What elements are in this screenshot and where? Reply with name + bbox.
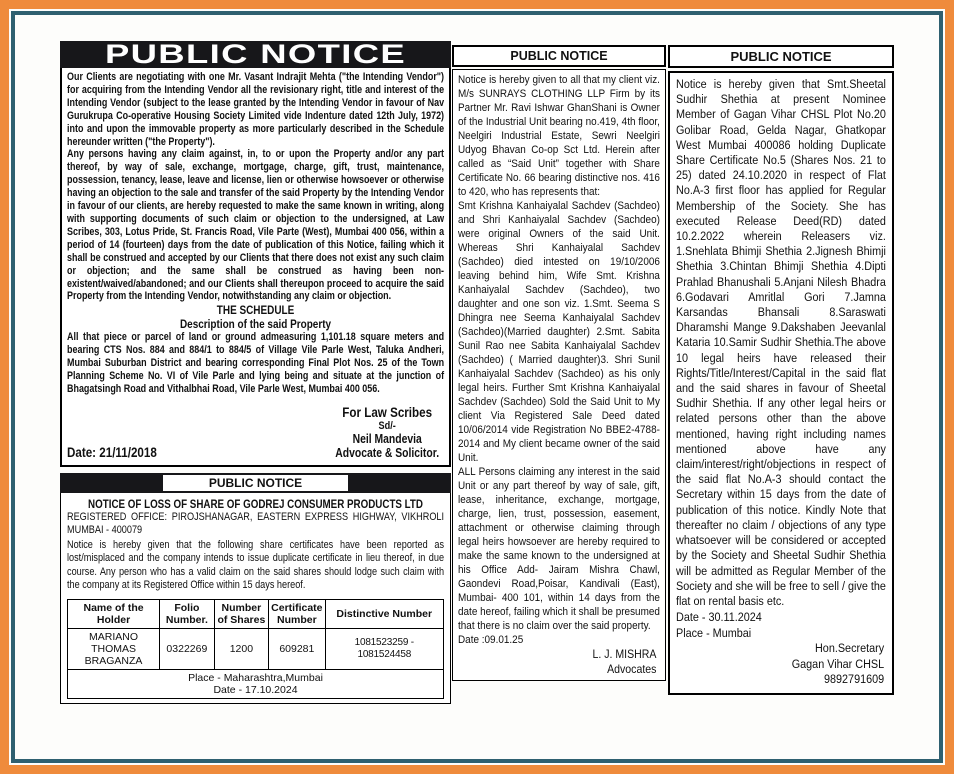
page-content-frame <box>11 11 943 763</box>
signature-block <box>335 404 439 460</box>
place-date-cell <box>68 669 444 698</box>
table-header-row <box>68 599 444 628</box>
notice-paragraph: Notice is hereby given that the following share certificates have been reported as lost/misplaced and the company intends to issue duplicate certificate in lieu thereof, in due course. Any person who has a valid claim on the said shares should lodge such claim with the company at its Registered Office within 15 days hereof. <box>67 538 445 592</box>
notice-place: Place - Mumbai <box>676 626 752 641</box>
notice-title: PUBLIC NOTICE <box>163 475 348 491</box>
signature-block <box>676 641 886 688</box>
cell-distinctive: 1081523259 - 1081524458 <box>325 628 443 669</box>
notice-sunrays <box>452 45 666 681</box>
signatory-title: Hon.Secretary <box>814 641 885 656</box>
cell-folio: 0322269 <box>160 628 215 669</box>
notice-title-box <box>452 45 666 67</box>
notice-body-box <box>452 69 666 681</box>
signature-block <box>458 647 660 676</box>
notice-paragraph: Notice is hereby given that Smt.Sheetal Sudhir Shethia at present Nominee Member of Gagan Vihar CHSL Plot No.20 Golibar Road, Gelda Nagar, Ghatkopar West Mumbai 400086 holding Duplicate Share Certificate No.5 (Shares Nos. 21 to 25) dated 24.10.2020 in respect of Flat No.A-3 first floor has applied for Regular Membership of the Society. She has executed Release Deed(RD) dated 10.2.2022 wherein Releasers viz. 1.Snehlata Bhimji Shethia 2.Jignesh Bhimji Shethia 3.Chintan Bhimji Shethia 4.Dipti Prahlad Bhanushali 5.Anjani Nilesh Bhadra 6.Godavari Amritlal Gori 7.Jamna Karsandas Bhansali 8.Saraswati Dharamshi Mange 9.Dakshaben Jeevanlal Kataria 10.Samir Sudhir Shethia.The above 10 legal heirs have released their Rights/Title/Interest/Capital in the said flat and the said shares in favour of Sheetal Sudhir Shethia. If any other legal heirs or related persons other than the above mentioned, having right including names mentioned above have any claim/interest/right/objections in respect of the said flat No.A-3 should contact the Secretary within 15 days from the date of publication of this notice. Kindly Note that thereafter no claim / objections of any type whatsoever will be considered or accepted by the Society and Sheetal Sudhir Shethia will be admitted as Regular Member of the Society and she will be free to sell / give the flat on rental basis etc. <box>676 77 886 608</box>
col-header-certificate: Certificate Number <box>269 599 325 628</box>
cell-holder-name: MARIANO THOMAS BRAGANZA <box>68 628 160 669</box>
notice-title: PUBLIC NOTICE <box>510 49 608 63</box>
signatory-title: Advocates <box>607 661 657 676</box>
table-footer-row <box>68 669 444 698</box>
company-notice-title: NOTICE OF LOSS OF SHARE OF GODREJ CONSUMER PRODUCTS LTD <box>88 496 423 511</box>
schedule-description: All that piece or parcel of land or ground admeasuring 1,101.18 square meters and bearing CTS Nos. 884 and 884/1 to 884/5 of Village Vile Parle West, Taluka Andheri, Mumbai Suburban District and bearing corresponding Final Plot Nos. 25 of the Town Planning Scheme No. VI of Vile Parle and lying being and situate at the junction of Bhagatsingh Road and Vithalbhai Road, Vile Parle West, Mumbai 400 056. <box>67 331 445 395</box>
notice-title-bar <box>60 473 451 493</box>
schedule-title: THE SCHEDULE <box>216 303 295 318</box>
notice-body-box <box>668 71 894 695</box>
signature-row <box>67 404 444 460</box>
notice-title-banner <box>60 41 451 68</box>
col-header-name: Name of the Holder <box>68 599 160 628</box>
notice-date: Date :09.01.25 <box>458 634 524 646</box>
table-row <box>68 628 444 669</box>
notice-body-box <box>60 68 451 467</box>
schedule-subtitle: Description of the said Property <box>179 317 332 332</box>
signature-for: For Law Scribes <box>342 403 433 420</box>
column-middle <box>452 45 666 681</box>
notice-date: Date - 17.10.2024 <box>213 683 298 696</box>
column-right <box>668 45 894 695</box>
notice-paragraph: ALL Persons claiming any interest in the said Unit or any part thereof by way of sale, gift, lease, inheritance, exchange, mortgage, charge, lien, trust, possession, easement, attachment or otherwise claiming through legal heirs howsoever are hereby required to make the same known to the undersigned at his Office Add- Jairam Mishra Chawl, Gaondevi Road,Poisar, Kandivali (East), Mumbai- 400 101, within 14 days from the date hereof, failing which it shall be presumed that there is no claim over the said property. <box>458 466 660 632</box>
notice-body-box <box>60 493 451 704</box>
notice-title: PUBLIC NOTICE <box>104 41 407 68</box>
signatory-phone: 9892791609 <box>823 672 885 687</box>
col-header-shares: Number of Shares <box>214 599 269 628</box>
notice-date: Date: 21/11/2018 <box>67 443 157 460</box>
cell-certificate: 609281 <box>269 628 325 669</box>
signatory-name: L. J. MISHRA <box>592 647 657 661</box>
signatory-org: Gagan Vihar CHSL <box>791 656 885 671</box>
signature-sd: Sd/- <box>378 419 396 432</box>
notice-place: Place - Maharashtra,Mumbai <box>188 671 323 684</box>
share-certificates-table <box>67 599 444 699</box>
notice-paragraph: Smt Krishna Kanhaiyalal Sachdev (Sachdeo) and Shri Kanhaiyalal Sachdev (Sachdeo) were original Owners of the said Unit. Whereas Shri Kanhaiyalal Sachdev (Sachdeo) died intested on 19/10/2006 leaving behind him, Wife Smt. Krishna Kanhaiyalal Sachdev (Sachdeo), two daughter and one son viz. 1.Smt. Seema S Dhingra nee Seema Kanhaiyalal Sachdev (Sachdeo)(Married daughter) 2.Smt. Sabita Sunil Rao nee Sabita Kanhaiyalal Sachdev (Sachdeo) ( Married daughter)3. Shri Sunil Kanhaiyalal Sachdev (Sachdeo) as his only legal heirs. Further Smt Krishna Kanhaiyalal Sachdev (Sachdeo) Sold the Said Unit to My client Via Registered Sale Deed dated 10/06/2014 vide Registration No BBE2-4788-2014 and My client became owner of the said Unit. <box>458 200 660 464</box>
page-white-gap <box>9 9 945 765</box>
notice-godrej <box>60 473 451 704</box>
notice-paragraph: Notice is hereby given to all that my client viz. M/s SUNRAYS CLOTHING LLP Firm by its Partner Mr. Ravi Ishwar GhanShani is Owner of the Industrial Unit bearing no.419, 4th floor, Neelgiri Industrial Estate, Sewri Neelgiri Udyog Bhavan Co-op Sct Ltd. Herein after called as “Said Unit” together with Share Certificate No. 66 bearing distinctive nos. 416 to 420, who has represents that: <box>458 74 660 198</box>
col-header-folio: Folio Number. <box>160 599 215 628</box>
signatory-name: Neil Mandevia <box>352 431 422 446</box>
col-header-distinctive: Distinctive Number <box>325 599 443 628</box>
notice-date: Date - 30.11.2024 <box>676 610 762 625</box>
notice-law-scribes <box>60 41 451 467</box>
notice-title-box <box>668 45 894 68</box>
column-left <box>60 41 451 704</box>
signatory-title: Advocate & Solicitor. <box>335 445 440 460</box>
cell-shares: 1200 <box>214 628 269 669</box>
notice-paragraph: Any persons having any claim against, in, to or upon the Property and/or any part thereof, by way of sale, exchange, mortgage, charge, gift, trust, maintenance, possession, tenancy, lease, leave and license, lien or otherwise howsoever or otherwise having an objection to the sale and transfer of the said Property by the Intending Vendor in favour of our clients, are hereby requested to make the same known in writing, along with supporting documents of such claim or objection to the undersigned, at Law Scribes, 303, Lotus Pride, St. Francis Road, Vile Parte (West), Mumbai 400 056, within a period of 14 (fourteen) days from the date of publication of this Notice, failing which it shall be construed and accepted by our Clients that there does not exist any such claim or objection; and the same shall be construed as having been non-existent/waived/abandoned; and our Clients shall thereupon proceed to acquire the said Property from the Intending Vendor, notwithstanding any claim or objection. <box>67 148 445 303</box>
registered-office: REGISTERED OFFICE: PIROJSHANAGAR, EASTERN EXPRESS HIGHWAY, VIKHROLI MUMBAI - 400079 <box>67 510 445 537</box>
notice-paragraph: Our Clients are negotiating with one Mr. Vasant Indrajit Mehta ("the Intending Vendor") for acquiring from the Intending Vendor all the revisionary right, title and interest of the Intending Vendor (subject to the lease granted by the Intending Vendor in favour of Nav Gurukrupa Co-operative Housing Society Limited vide Indenture dated 12th July, 1972) into and upon the immovable property as more particularly described in the Schedule hereunder written ("the Property"). <box>67 71 445 148</box>
notice-gagan-vihar <box>668 45 894 695</box>
notice-title: PUBLIC NOTICE <box>730 49 832 64</box>
